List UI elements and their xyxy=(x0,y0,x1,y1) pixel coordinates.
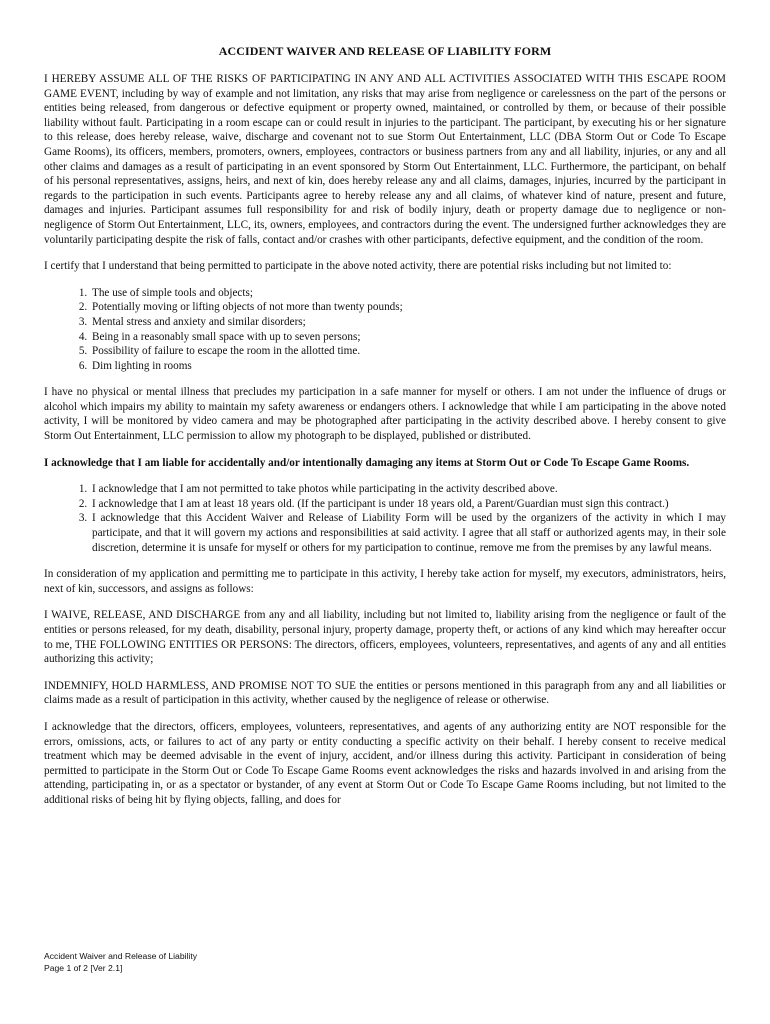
list-item: 3. I acknowledge that this Accident Waiver and Release of Liability Form will be used by the organizers of the activity in which I may participate, and that it will govern my actions and responsibilities at said activity. I agree that all staff or authorized agents may, in their sole discretion, determine it is unsafe for myself or others for my participation to continue, remove me from the premises by any lawful means. xyxy=(90,511,726,555)
page-title: ACCIDENT WAIVER AND RELEASE OF LIABILITY FORM xyxy=(218,44,552,58)
list-item: 1. I acknowledge that I am not permitted to take photos while participating in the activity described above. xyxy=(90,482,726,497)
list-item: 4. Being in a reasonably small space with up to seven persons; xyxy=(90,330,726,345)
acknowledgement-list xyxy=(44,482,726,555)
risk-list xyxy=(44,286,726,374)
consideration-paragraph: In consideration of my application and permitting me to participate in this activity, I hereby take action for myself, my executors, administrators, heirs, next of kin, successors, and assigns as follows: xyxy=(44,568,726,595)
final-paragraph: I acknowledge that the directors, officers, employees, volunteers, representatives, and agents of any authorizing entity are NOT responsible for the errors, omissions, acts, or failures to act of any party or entity conducting a specific activity on their behalf. I hereby consent to receive medical treatment which may be deemed advisable in the event of injury, accident, and/or illness during this activity. Participant in consideration of being permitted to participate in the Storm Out or Code To Escape Game Rooms event acknowledges the risks and hazards involved in and arising from the attending, participating in, or as a spectator or bystander, of any event at Storm Out or Code To Escape Game Rooms including, but not limited to the additional risks of being hit by flying objects, falling, and does for xyxy=(44,720,726,806)
intro-paragraph: I HEREBY ASSUME ALL OF THE RISKS OF PARTICIPATING IN ANY AND ALL ACTIVITIES ASSOCIATED WITH THIS ESCAPE ROOM GAME EVENT, including by way of example and not limitation, any risks that may arise from negligence or carelessness on the part of the persons or entities being released, from dangerous or defective equipment or property owned, maintained, or controlled by them, or because of their possible liability without fault. Participating in a room escape can or could result in injuries to the participant. The participant, by executing his or her signature to this release, does hereby release, waive, discharge and covenant not to sue Storm Out Entertainment, LLC (DBA Storm Out or Code To Escape Game Rooms), its officers, members, promoters, owners, employees, contractors or business partners from any and all liability, injuries, or any and all other claims and damages as a result of participating in an event sponsored by Storm Out Entertainment, LLC. Furthermore, the participant, on behalf of his personal representatives, assigns, heirs, and next of kin, does hereby release any and all claims, damages, injuries, incurred by the participant in regards to the participation in such events. Participants agree to hereby release any and all claims, of whatever kind of nature, present and future, damages and injuries. Participant assumes full responsibility for and risk of bodily injury, death or property damage due to negligence or non-negligence of Storm Out Entertainment, LLC, its, owners, employees, and contractors during the event. The undersigned further acknowledges they are voluntarily participating despite the risk of falls, contact and/or crashes with other participants, defective equipment, and the condition of the room. xyxy=(44,73,726,246)
health-paragraph: I have no physical or mental illness that precludes my participation in a safe manner for myself or others. I am not under the influence of drugs or alcohol which impairs my ability to maintain my safety awareness or endangers others. I acknowledge that while I am participating in the above noted activity, I will be monitored by video camera and may be photographed after participating in the activity described above. I hereby consent to give Storm Out Entertainment, LLC permission to allow my photograph to be displayed, published or distributed. xyxy=(44,386,726,443)
certify-paragraph: I certify that I understand that being permitted to participate in the above noted activity, there are potential risks including but not limited to: xyxy=(44,260,672,273)
footer-doc-title: Accident Waiver and Release of Liability xyxy=(44,951,198,961)
list-item: 3. Mental stress and anxiety and similar disorders; xyxy=(90,315,726,330)
list-item: 1. The use of simple tools and objects; xyxy=(90,286,726,301)
liability-statement: I acknowledge that I am liable for accidentally and/or intentionally damaging any items at Storm Out or Code To Escape Game Rooms. xyxy=(44,456,690,469)
list-item: 5. Possibility of failure to escape the room in the allotted time. xyxy=(90,344,726,359)
list-item: 2. Potentially moving or lifting objects of not more than twenty pounds; xyxy=(90,300,726,315)
footer-page-number: Page 1 of 2 [Ver 2.1] xyxy=(44,963,123,973)
page-footer xyxy=(44,950,197,974)
list-item: 6. Dim lighting in rooms xyxy=(90,359,726,374)
list-item: 2. I acknowledge that I am at least 18 years old. (If the participant is under 18 years old, a Parent/Guardian must sign this contract.) xyxy=(90,497,726,512)
waive-paragraph: I WAIVE, RELEASE, AND DISCHARGE from any and all liability, including but not limited to, liability arising from the negligence or fault of the entities or persons released, for my death, disability, personal injury, property damage, property theft, or actions of any kind which may hereafter occur to me, THE FOLLOWING ENTITIES OR PERSONS: The directors, officers, employees, volunteers, representatives, and agents of any and all entities authorizing this activity; xyxy=(44,609,726,666)
indemnify-paragraph: INDEMNIFY, HOLD HARMLESS, AND PROMISE NOT TO SUE the entities or persons mentioned in this paragraph from any and all liabilities or claims made as a result of participation in this activity, whether caused by the negligence of release or otherwise. xyxy=(44,679,726,707)
